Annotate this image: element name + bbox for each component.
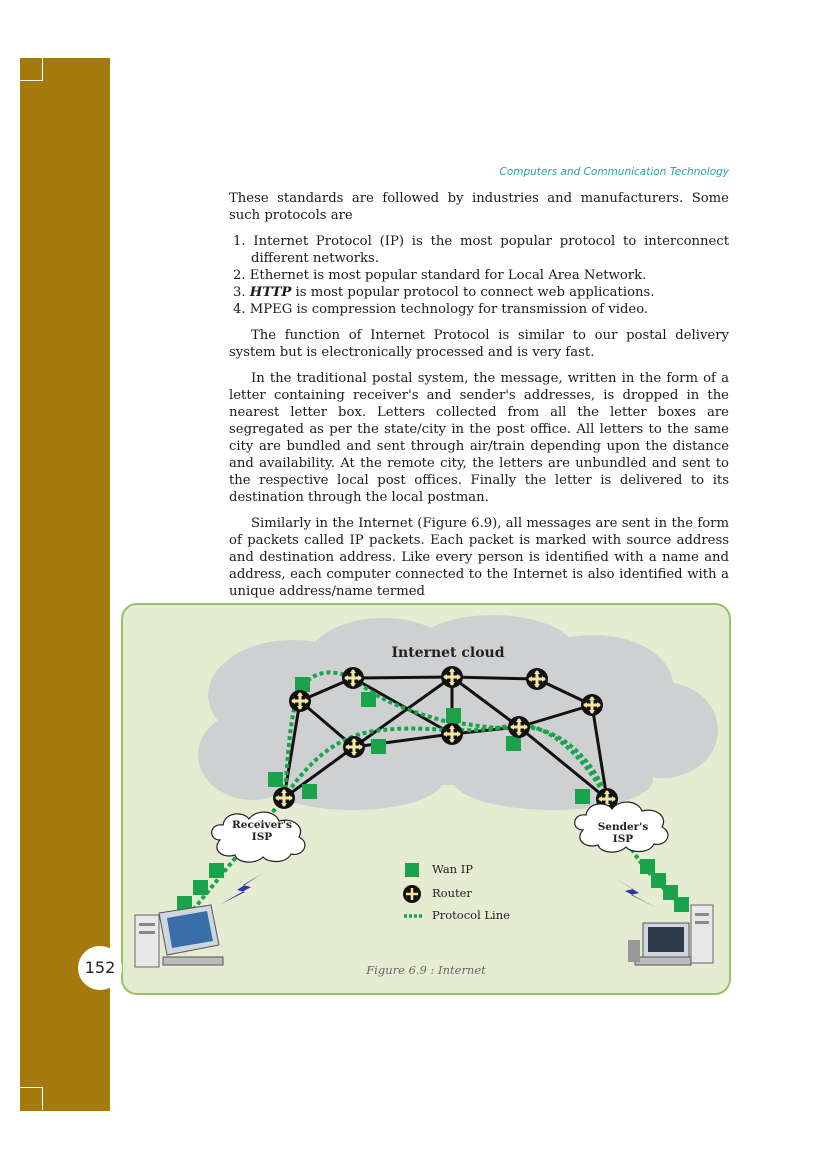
list-text: MPEG is compression technology for transmission of video. [249, 302, 649, 317]
router-icon [526, 668, 548, 690]
router-icon [273, 787, 295, 809]
packet-icon [209, 863, 224, 878]
computer-icon [135, 905, 223, 967]
body-text [229, 190, 729, 609]
router-icon [343, 736, 365, 758]
list-item [233, 301, 729, 318]
paragraph: The function of Internet Protocol is similar to our postal delivery system but is electronically processed and is very fast. [229, 328, 729, 360]
page-number: 152 [78, 946, 122, 990]
list-item [233, 233, 729, 267]
packet-icon [193, 880, 208, 895]
legend-router-icon [403, 885, 421, 903]
receiver-isp-label: Receiver's ISP [232, 819, 292, 843]
protocol-list [229, 233, 729, 318]
router-icon [508, 716, 530, 738]
legend-router: Router [432, 886, 472, 900]
packet-icon [268, 772, 283, 787]
computer-icon [628, 905, 713, 965]
legend-packet-icon [405, 863, 419, 877]
list-item [233, 267, 729, 284]
list-number: 2. [233, 268, 246, 283]
list-item [233, 284, 729, 301]
list-number: 3. [233, 285, 246, 300]
list-text: Ethernet is most popular standard for Local Area Network. [249, 268, 647, 283]
crop-mark-top [20, 58, 43, 81]
packet-icon [446, 708, 461, 723]
cloud-label: Internet cloud [391, 645, 505, 661]
intro-paragraph: These standards are followed by industries and manufacturers. Some such protocols are [229, 191, 729, 223]
packet-icon [506, 736, 521, 751]
router-icon [441, 666, 463, 688]
packet-icon [575, 789, 590, 804]
list-text: Internet Protocol (IP) is the most popular protocol to interconnect different networks. [251, 234, 729, 266]
packet-icon [361, 692, 376, 707]
lightning-icon [219, 873, 263, 905]
internet-diagram [123, 605, 729, 993]
figure-internet [121, 603, 731, 995]
packet-icon [640, 859, 655, 874]
paragraph: Similarly in the Internet (Figure 6.9), all messages are sent in the form of packets called IP packets. Each packet is marked with source address and destination address. Like every person is identified with a name and address, each computer connected to the Internet is also identified with a unique address/name termed [229, 516, 729, 599]
router-icon [441, 723, 463, 745]
figure-caption: Figure 6.9 : Internet [366, 963, 486, 977]
list-bold-term: HTTP [249, 285, 292, 300]
legend-wan-ip: Wan IP [432, 862, 474, 876]
packet-icon [295, 677, 310, 692]
sender-isp-label: Sender's ISP [597, 821, 649, 845]
lightning-icon [613, 877, 657, 908]
packet-icon [371, 739, 386, 754]
legend-protocol-line-label: Protocol Line [432, 908, 510, 922]
paragraph: In the traditional postal system, the message, written in the form of a letter containing receiver's and sender's addresses, is dropped in the nearest letter box. Letters collected from all the letter boxes are segregated as per the state/city in the post office. All letters to the same city are bundled and sent through air/train depending upon the distance and availability. At the remote city, the letters are unbundled and sent to the respective local post offices. Finally the letter is delivered to its destination through the local postman. [229, 371, 729, 505]
packet-icon [302, 784, 317, 799]
router-icon [289, 690, 311, 712]
list-text: is most popular protocol to connect web applications. [291, 285, 655, 300]
list-number: 1. [233, 234, 246, 249]
router-icon [581, 694, 603, 716]
packet-icon [674, 897, 689, 912]
running-header: Computers and Communication Technology [499, 166, 729, 178]
list-number: 4. [233, 302, 246, 317]
crop-mark-bottom [20, 1087, 43, 1110]
router-icon [342, 667, 364, 689]
